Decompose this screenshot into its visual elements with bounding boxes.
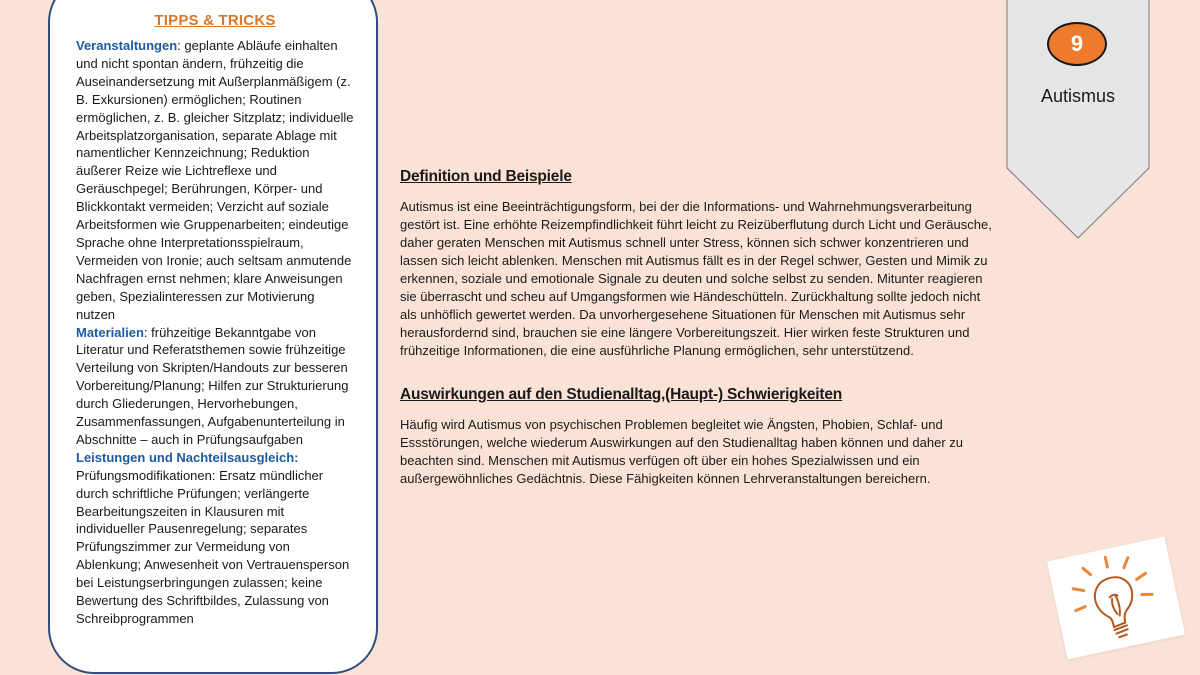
tips-veranstaltungen-label: Veranstaltungen [76,38,178,53]
topic-ribbon [1006,0,1150,240]
tips-card [48,0,378,674]
topic-label: Autismus [1040,86,1116,106]
tips-leistungen-body: Prüfungsmodifikationen: Ersatz mündlicher durch schriftliche Prüfungen; verlängerte Bearbeitungszeiten in Klausuren mit individueller Pausenregelung; separates Prüfungszimmer zur Vermeidung von Ablenkung; Anwesenheit von Vertrauensperson bei Leistungserbringungen zulassen; keine Bewertung des Schriftbildes, Zulassung von Schreibprogrammen [76,467,350,626]
section-text-auswirkungen: Häufig wird Autismus von psychischen Problemen begleitet wie Ängsten, Phobien, Schlaf- und Essstörungen, welche wiederum Auswirkungen auf den Studienalltag haben können und daher zu beachten sind. Menschen mit Autismus verfügen oft über ein hohes Spezialwissen und ein außergewöhnliches Gedächtnis. Diese Fähigkeiten können Lehrveranstaltungen bereichern. [400,417,963,486]
tips-veranstaltungen-text: : geplante Abläufe einhalten und nicht spontan ändern, frühzeitig die Auseinandersetzung mit Außerplanmäßigem (z. B. Exkursionen) ermöglichen; Routinen ermöglichen, z. B. gleicher Sitzplatz; individuelle Arbeitsplatzorganisation, separate Ablage mit namentlicher Kennzeichnung; Reduktion äußerer Reize wie Lichtreflexe und Geräuschpegel; Berührungen, Körper- und Blickkontakt vermeiden; Verzicht auf soziale Arbeitsformen wie Gruppenarbeiten; eindeutige Sprache ohne Interpretationsspielraum, Vermeiden von Ironie; auch seltsam anmutende Nachfragen ernst nehmen; klare Anweisungen geben, Spezialinteressen zur Motivierung nutzen [76,38,354,322]
lightbulb-icon [1057,541,1175,656]
tips-materialien [76,324,354,449]
section-text-definition: Autismus ist eine Beeinträchtigungsform, bei der die Informations- und Wahrnehmungsverarbeitung gestört ist. Eine erhöhte Reizempfindlichkeit führt leicht zu Reizüberflutung durch Licht und Geräusche, daher geraten Menschen mit Autismus schnell unter Stress, können sich schwer konzentrieren und lassen sich leicht ablenken. Menschen mit Autismus fällt es in der Regel schwer, Gesten und Mimik zu erkennen, soziale und emotionale Signale zu deuten und solche selbst zu senden. Mitunter reagieren sie überrascht und scheu auf Umgangsformen wie Händeschütteln. Zurückhaltung sollte jedoch nicht als unhöflich gewertet werden. Da unvorhergesehene Situationen für Menschen mit Autismus sehr herausfordernd sind, brauchen sie eine längere Vorbereitungszeit. Hier wirken feste Strukturen und frühzeitige Informationen, die eine ausführliche Planung ermöglichen, sehr unterstützend. [400,199,992,358]
tips-materialien-text: : frühzeitige Bekanntgabe von Literatur und Referatsthemen sowie frühzeitige Verteilung von Skripten/Handouts zur besseren Vorbereitung/Planung; Hilfen zur Strukturierung durch Gliederungen, Hervorhebungen, Zusammenfassungen, Aufgabenunterteilung in Abschnitte – auch in Prüfungsaufgaben [76,324,349,447]
tips-veranstaltungen [76,37,354,324]
topic-number-badge: 9 [1047,22,1107,66]
tips-body [76,37,354,628]
tips-leistungen-label: Leistungen und Nachteilsausgleich: [76,449,299,465]
bulb-card [1047,537,1185,660]
tips-leistungen [76,449,354,467]
section-heading-auswirkungen: Auswirkungen auf den Studienalltag,(Haupt-) Schwierigkeiten [400,386,843,403]
tips-materialien-label: Materialien [76,324,144,340]
main-content [400,168,1000,514]
tips-title: TIPPS & TRICKS [154,12,276,29]
section-heading-definition: Definition und Beispiele [400,168,572,185]
